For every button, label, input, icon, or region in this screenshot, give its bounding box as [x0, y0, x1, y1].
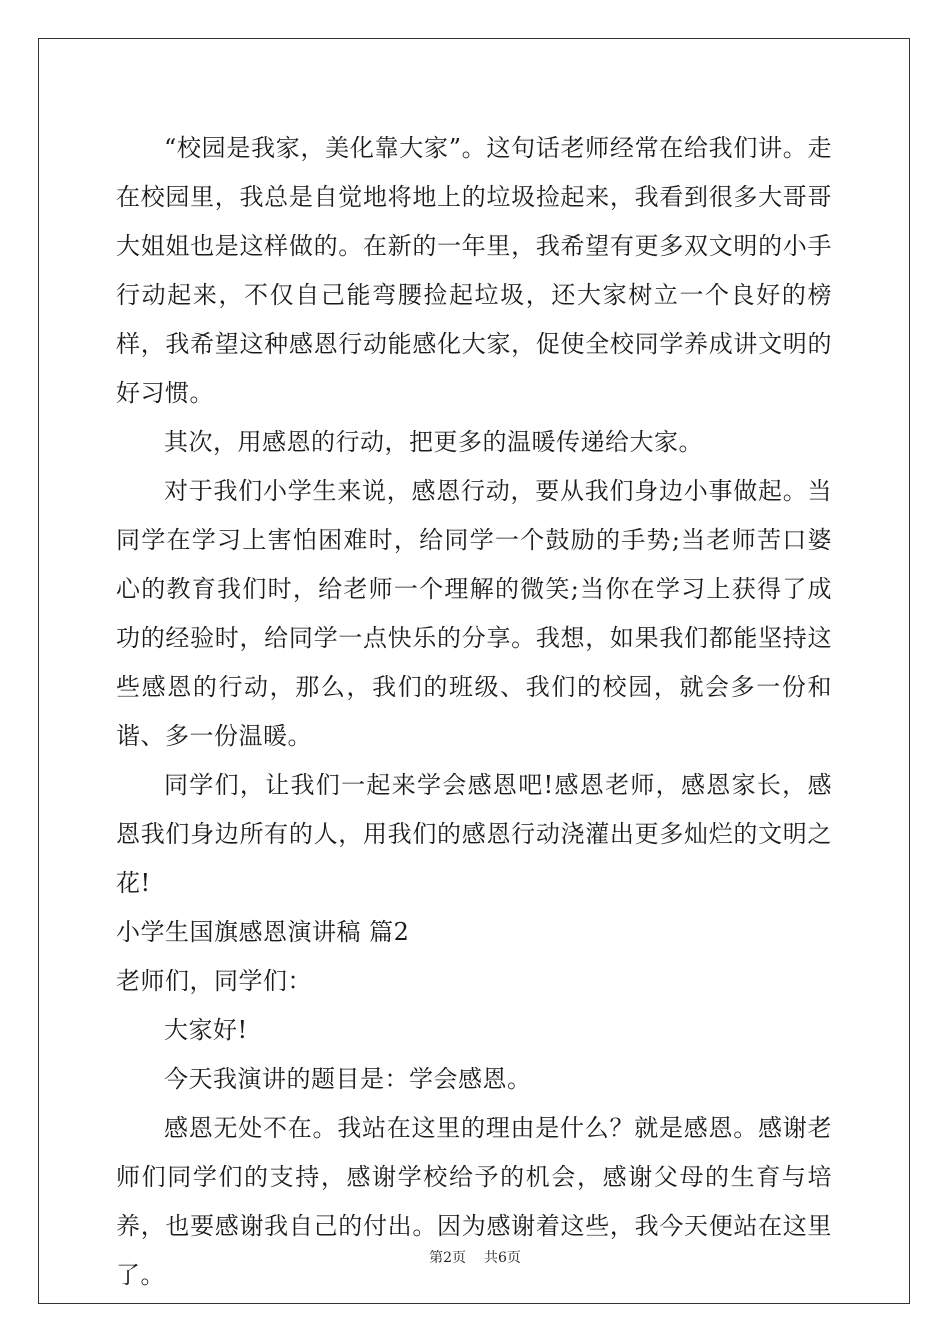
page-total: 共6页 — [484, 1250, 521, 1266]
paragraph-4: 同学们，让我们一起来学会感恩吧!感恩老师，感恩家长，感恩我们身边所有的人，用我们的感恩行动浇灌出更多灿烂的文明之花! — [116, 771, 832, 897]
page-footer — [0, 1247, 950, 1267]
document-body — [116, 124, 832, 1300]
salutation: 老师们，同学们： — [116, 967, 312, 995]
paragraph-3: 对于我们小学生来说，感恩行动，要从我们身边小事做起。当同学在学习上害怕困难时，给同学一个鼓励的手势;当老师苦口婆心的教育我们时，给老师一个理解的微笑;当你在学习上获得了成功的经验时，给同学一点快乐的分享。我想，如果我们都能坚持这些感恩的行动，那么，我们的班级、我们的校园，就会多一份和谐、多一份温暖。 — [116, 477, 832, 750]
greeting: 大家好! — [164, 1016, 248, 1044]
paragraph-1: “校园是我家，美化靠大家”。这句话老师经常在给我们讲。走在校园里，我总是自觉地将地上的垃圾捡起来，我看到很多大哥哥大姐姐也是这样做的。在新的一年里，我希望有更多双文明的小手行动起来，不仅自己能弯腰捡起垃圾，还大家树立一个良好的榜样，我希望这种感恩行动能感化大家，促使全校同学养成讲文明的好习惯。 — [116, 134, 832, 407]
section-title: 小学生国旗感恩演讲稿 篇2 — [116, 918, 410, 946]
page-number: 第2页 — [429, 1250, 466, 1266]
paragraph-gratitude: 感恩无处不在。我站在这里的理由是什么？就是感恩。感谢老师们同学们的支持，感谢学校给予的机会，感谢父母的生育与培养，也要感谢我自己的付出。因为感谢着这些，我今天便站在这里了。 — [116, 1114, 832, 1289]
paragraph-2: 其次，用感恩的行动，把更多的温暖传递给大家。 — [164, 428, 703, 456]
speech-topic: 今天我演讲的题目是：学会感恩。 — [164, 1065, 532, 1093]
